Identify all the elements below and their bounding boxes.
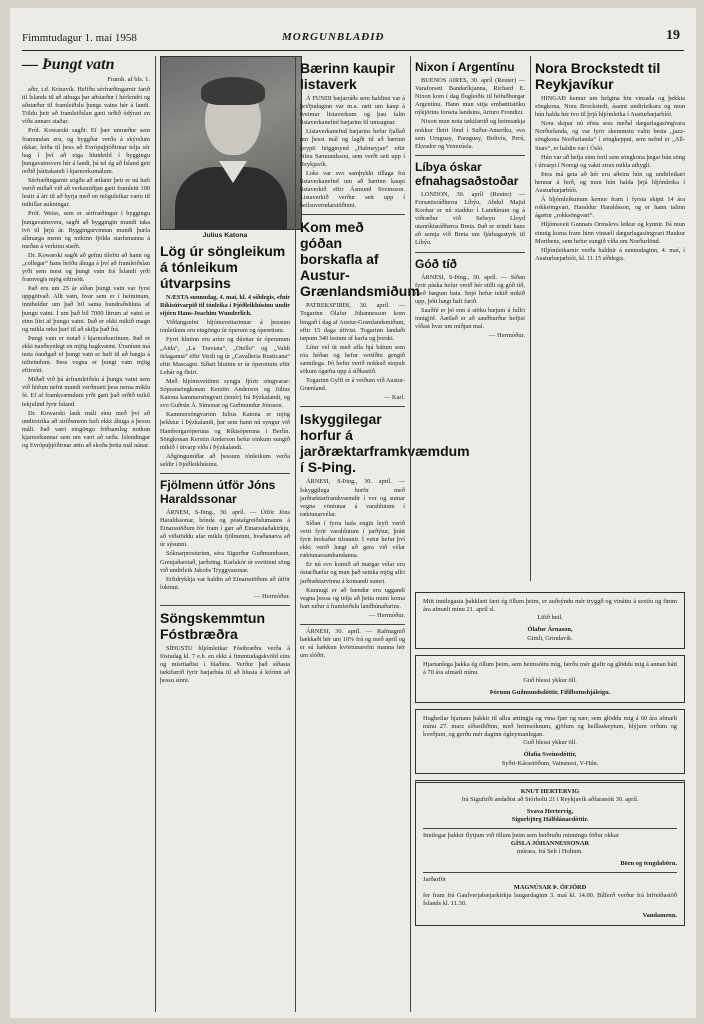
column-rule (410, 56, 411, 1012)
divider (300, 406, 405, 407)
paragraph: Það eru um 25 ár síðan þungt vatn var fyrst uppgötvað. Allt vatn, hvar sem er í heiminum, inniheldur um það bil sama hundraðshluta af þungu vatni. Í um það bil 7000 lítrum af vatni er einn lítri af þungu vatni. Það er ekki mikið magn og mikla orku þarf til að skilja það frá. (22, 285, 150, 333)
divider (160, 473, 290, 474)
paragraph: Hljómleikarnir verða haldnir á sunnudaginn, 4. maí, í Austurbæjarbíói, kl. 11.15 síðdegis. (535, 246, 685, 262)
notice-name: Þórunn Guðmundsdóttir, Fífilbotnshjáleigu. (489, 689, 611, 696)
paragraph: Síðan í fyrra hafa engin leyfi verið veitt fyrir varahlutum í jarðýtur, þrátt fyrir ítrekaðar tilraunir. Í vetur hefur því ekki verið hægt að gera við vélar ræktunarsambandanna. (300, 519, 405, 560)
paragraph: SÍÐUSTU hljómleikar Fóstbræðra verða á föstudag kl. 7 e.h. en ekki á fimmtudagskvöld eins og misritaðist í blaðinu. Verður það síðasta tækifærið fyrir bæjarbúa til að hlusta á kórinn að þessu sinni. (160, 645, 290, 685)
article-body-electricity (300, 628, 405, 660)
portrait-photo (160, 56, 302, 230)
notice-name: Sigurbjörg Hálfdánardóttir. (511, 816, 589, 823)
paragraph: Er nú svo komið að margar vélar eru óstarfhæfar og mun það seinka mjög allri jarðræktarvinnu á komandi sumri. (300, 561, 405, 585)
paragraph: aðir, t.d. Krísuvík. Helfðu sérfræðingarnir farið til Íslands til að athuga þar aðstæður í hérlendri og aðstæður til framleiðslu þungs vatns hér á landi. Töldu þeir að framleiðslan gæti orðið ódýrari en víða annars staðar. (22, 86, 150, 126)
paragraph: Loks var svo samþykkt tillaga frá listaverkanefnd um að bærinn kaupi listaverkið eftir Ásmund Sveinsson. Listaverkið verður sett upp í heilsuverndarstöðinni. (300, 169, 405, 210)
article-body-trawler (300, 302, 405, 402)
notice-text: Mitt innilegasta þakklæti færi ég öllum þeim, er auðsýndu mér tryggð og vináttu á sextíu og fimm ára afmæli mínu 21. apríl sl. (423, 598, 677, 613)
notices-area (415, 586, 685, 1012)
notice-name: Ólafía Sveinsdóttir, (523, 751, 577, 758)
newspaper-page (10, 8, 696, 1018)
paragraph: Fyrri hlutinn eru aríur og dúettar úr óperunum „Aida“, „La Traviata“, „Otello“ og „Valdi örlaganna“ eftir Verdi og úr „Cavalleria Rusticana“ eftir Mascagni. Síðari hlutinn er úr óperettum eftir Lehár og fleiri. (160, 336, 290, 376)
paragraph: PATREKSFIRÐI, 30. apríl. — Togarinn Ólafur Jóhannesson kom hingað í dag af Austur-Grænlandsmiðum, eftir 15 daga útivist. Togarinn landaði tæpum 340 lestum af karfa og þorski. (300, 302, 405, 342)
issue-date: Fimmtudagur 1. maí 1958 (22, 32, 137, 44)
notice-text: frá Sigufirði andaðist að Stórholti 21 í Reykjavík aðfaranótt 30. apríl. (461, 796, 639, 803)
thanks-notice-3 (415, 709, 685, 774)
photo-caption: Julius Katona (202, 232, 248, 239)
divider (160, 605, 290, 606)
paragraph: ÁRNESI, S-Þing., 30. apríl. — Útför Jóns Haraldssonar, bónda og póstafgreiðslumanns á Einarsstöðum fór fram í gær að Einarsstaðakirkju, að viðstöddu afar miklu fjölmenni, hvaðanæva að úr sýsunni. (160, 508, 290, 549)
lead-paragraph: NÆSTA sunnudag, 4. maí, kl. 4 síðdegis, efnir Ríkisútvarpið til tónleika í Þjóðleikhúsinu undir stjórn Hans-Joachim Wunderlich. (160, 294, 290, 318)
paragraph: Erfidrykkja var haldin að Einarsstöðum að útför lokinni. (160, 575, 290, 591)
thanks-notice-2 (415, 655, 685, 703)
notice-text: fer fram frá Gaulverjabæjarkirkju laugardaginn 3. maí kl. 14.00. Bílferð verður frá bifreiðastöð Íslands kl. 11.30. (423, 892, 677, 907)
paragraph: Miðað við þá árframleiðslu á þungu vatni sem við höfum nefnt mundi verðmæti þess nema miklu fé. Ef af framkvæmdum yrði gæti það orðið mikil tekjulind fyrir Ísland. (22, 376, 150, 408)
column-1 (22, 56, 150, 1012)
signature: — Hermóður. (253, 592, 290, 600)
paragraph: Sóknarpresturinn, séra Sigurður Guðmundsson, Grenjaðarstað, jarðsöng. Karlakór úr sveitinni söng við undirleik Jakobs Tryggvasonar. (160, 550, 290, 574)
notice-text: Innilegar þakkir flytjum við öllum þeim sem heiðruðu minningu föður okkar (423, 832, 619, 839)
page-number: 19 (666, 28, 680, 43)
divider (415, 252, 525, 253)
paragraph: Þungt vatn er notað í kjarnorkuofnum. Það er ekki nauðsynlegt en mjög hagkvæmt. Úraníum má nota óauðgað ef þungt vatn er haft til að hægja á nifteindum. Þess vegna er þungt vatn mjög eftirsótt. (22, 334, 150, 375)
article-body-nixon (415, 77, 525, 151)
headline-choir: Söngskemmtun Fóstbræðra (160, 610, 266, 642)
thanks-notice-1 (415, 592, 685, 649)
notice-name: Börn og tengdabörn. (620, 860, 677, 867)
paragraph: Kammersöngvarinn Julius Katona er mjög þekktur í Þýzkalandi, þar sem hann nú syngur við Hamborgaróperuna og Ríkisóperuna í Berlín. Söngkonan Kerstin Anderson hefur einkum sungið mikið í útvarp víða í Þýzkalandi. (160, 411, 290, 451)
paragraph: Dr. Kowarski lauk máli sínu með því að undirstrika að stríðsmenn hafi ekki áhuga á þessu máli. Það væri eingöngu friðsamleg notkun kjarnorkunnar sem um væri að ræða. Íslendingar og Evrópuþjóðirnar ættu að skoða þetta mál nánar. (22, 409, 150, 450)
notice-name: Vandamenn. (642, 912, 677, 919)
paragraph: Kunnugt er að bændur eru uggandi vegna þessa og telja að þetta muni koma hart niður á framleiðslu landbúnaðarins. (300, 586, 405, 610)
notice-name: Ólafur Árnason, (527, 626, 573, 633)
paragraph: LONDON, 30. apríl (Reuter) — Forsætisráðherra Líbýu, Abdul Majid Koobar er nú staddur í Lundúnum og á viðræður við Selwyn Lloyd utanríkisráðherra Breta. Það er erindi hans að semja við Breta um fjárhagsstyrk til Líbýu. (415, 190, 525, 247)
article-body-funeral (160, 509, 290, 601)
column-rule (295, 56, 296, 1012)
paragraph: Togarinn Gylfi er á veiðum við Austur-Grænland. (300, 377, 405, 393)
paragraph: Dr. Kowarski sagði að gefnu tilefni að hann og „collegar“ hans hefðu áhuga á því að framleiðslan yrði sem mest og þungt vatn frá Íslandi yrði framvegis mjög eftirsótt. (22, 251, 150, 284)
notice-name: Svava Hertervig, (526, 808, 574, 815)
paragraph: Viðfangsefni hljómsveitarinnar á þessum tónleikum eru eingöngu úr óperum og óperettum. (160, 319, 290, 335)
headline-funeral: Fjölmenn útför Jóns Haraldssonar (160, 477, 276, 506)
headline-libya: Líbya óskar efnahagsaðstoðar (415, 159, 519, 188)
paragraph: Nixon mun nota tækifærið og heimsækja nokkur fleiri lönd í Suður-Ameríku, svo sem Uruguay, Paraguay, Bolivíu, Perú, Ekvador og Venezúela. (415, 118, 525, 150)
notice-greeting: Guð blessi ykkur öll. (523, 677, 577, 684)
paragraph: Nora skipar nú efsta sess meðal dægurlagasöngvara Norðurlanda, og var fyrir skemmstu valin besta „jazz-söngkona Norðurlanda“ í söngkeppni, sem nefnd er „All-Stars“, er haldin var í Ósló. (535, 120, 685, 152)
masthead (22, 28, 684, 51)
deceased-name: GÍSLA JÓHANNESSONAR (510, 840, 590, 847)
notice-greeting: Lifið heil. (537, 614, 563, 621)
paragraph: ÁRNESI, S-Þing., 30. apríl. — Ískyggilega horfir með jarðræktarframkvæmdir í vor og sumar vegna vöntunar á varahlutum í ræktunarvélar. (300, 478, 405, 518)
notice-text: Hugheilar hjartans þakkir til allra ættingja og vina fjær og nær, sem glöddu mig á 60 ára afmæli mínu 27. marz síðastliðinn, með heimsóknum, gjöfum og heillaskeytum, hlýjum orðum og kveðjum, og gerðu mér daginn ógleymanlegan. (423, 715, 677, 738)
paragraph: BUENOS AIRES, 30. apríl (Reuter) — Varaforseti Bandaríkjanna, Richard E. Nixon kom í dag flugleiðis til höfuðborgar Argentínu. Hann mun sitja embættistöku nýkjörins forseta landsins, Arturo Frondizi. (415, 77, 525, 117)
newspaper-name: MORGUNBLAÐIÐ (282, 31, 385, 43)
column-5 (535, 56, 685, 581)
paragraph: Aðgöngumiðar að þessum tónleikum verða seldir í Þjóðleikhúsinu. (160, 452, 290, 468)
column-4 (415, 56, 525, 581)
headline-concert: Lög úr söngleikum á tónleikum útvarpsins (160, 243, 286, 291)
signature: — Karl. (383, 394, 405, 402)
divider (300, 624, 405, 625)
article-body-heavy-water (22, 86, 150, 450)
paragraph: Sérfræðingarnir sögðu að ætlanir þeir er nú hafi verið miðað við að verksmiðjan gæti framleitt 100 lestir á ári til að byrja með en möguleikar væru til mikillar aukningar. (22, 177, 150, 209)
paragraph: ÁRNESI, S-Þing., 30. apríl. — Síðan fyrir páska hefur verið hér stillt og góð tíð, með hægum bata. Snjó hefur tekið mikið upp, þótt hægt hafi farið. (415, 273, 525, 305)
signature: — Hermóður. (368, 611, 405, 619)
deceased-name: MAGNÚSAR Þ. ÖFJÖRÐ (513, 884, 587, 891)
paragraph: Á hljómleikunum kemur fram í fyrsta skipti 14 ára rokksöngvari, Haraldur Haraldsson, og er hann talinn ágætur „rokksöngvari“. (535, 196, 685, 220)
notice-place: múrara, frá Seli í Holtum. (516, 848, 584, 855)
article-body-weather (415, 274, 525, 341)
paragraph: Listaverkanefnd bæjarins hefur fjallað um þessi mál og lagði til að bærinn keypti höggmynd „Hafmeyjan“ eftir Nínu Sæmundsson, sem verði sett upp í Reykjavík. (300, 128, 405, 168)
paragraph: Próf. Kowarski sagði: Ef þær umræður sem framundan eru, og byggðar verða á skýrslum okkar, leiða til þess að Evrópuþjóðirnar telja sér hag í því að eiga hlutdeild í byggingu þungavatnsvers hér á landi, þá tel ég að Ísland geti orðið þátttakandi í kjarnorkumálum. (22, 127, 150, 175)
column-rule (530, 56, 531, 581)
column-rule (155, 56, 156, 1012)
column-2 (160, 56, 290, 1012)
headline-cultivation: Iskyggilegar horfur á jarðræktarframkvæmdum í S-Þing. (300, 411, 470, 476)
divider (300, 214, 405, 215)
paragraph: ÁRNESI, 30. apríl. — Rafmagnið hækkaði hér um 10% frá og með apríl og er sú hækkun kvörtunarefni manna hér um slóðir. (300, 628, 405, 660)
paragraph: Lítur vel út með afla hjá bátum sem róa héðan og hefur vertíðin gengið sæmilega. Þó hefur verið nokkuð stopult sökum ógæfta upp á síðkastið. (300, 343, 405, 376)
paragraph: HINGAÐ kemur um helgina hin vinsæla og þekkta söngkona, Nora Brockstedt, ásamt undirleikara og mun hún halda hér tvo til þrjá hljómleika í Austurbæjarbíói. (535, 95, 685, 119)
divider (415, 155, 525, 156)
paragraph: Sauðfé er þó enn á stöku bæjum á fullri innigjöf. Áætlað er að sauðburður hefjist víðast hvar um miðjan maí. (415, 306, 525, 331)
notice-place: Syðri-Kárastöðum, Vatnsnesi, V-Hún. (501, 760, 599, 767)
article-body-artwork (300, 95, 405, 210)
paragraph: Á FUNDI bæjarráðs sem haldinn var á þriðjudaginn var m.a. rætt um kaup á tveimur listaverkum og þau falin listaverkanefnd bæjarins til umsagnar. (300, 95, 405, 127)
paragraph: Hún var að hefja sinn feril sem söngkona þegar hún söng í útvarpi í Noregi og vakti strax mikla athygli. (535, 153, 685, 169)
death-notice (415, 780, 685, 926)
article-body-libya (415, 191, 525, 248)
deceased-name: KNUT HERTERVIG (520, 788, 580, 795)
headline-artwork: Bærinn kaupir listaverk (300, 60, 395, 92)
headline-trawler: Kom með góðan borskafla af Austur-Grænlandsmiðum (300, 219, 420, 300)
headline-weather: Góð tíð (415, 256, 457, 271)
continued-note: Framh. af bls. 1. (107, 76, 150, 83)
article-body-concert (160, 294, 290, 469)
notice-label: Jarðarför (423, 876, 447, 883)
article-body-nora (535, 95, 685, 263)
notice-greeting: Guð blessi ykkur öll. (523, 739, 577, 746)
signature: — Hermóður. (488, 332, 525, 340)
paragraph: Próf. Weiss, sem er sérfræðingur í byggingu þungavatnsvera, sagði að byggingin mundi taka tvö til þrjú ár. Byggingarvinnan mundi þurfa allmarga menn og mikinn fjölda starfsmanna á meðan á verkinu stæði. (22, 210, 150, 250)
paragraph: Með hljómsveitinni syngja fjórir söngvarar: Sópransöngkonan Kerstin Anderson og Julius Katona kammersöngvari (tenór) frá Þýzkalandi, og svo Guðrún Á. Símonar og Guðmundur Jónsson. (160, 377, 290, 410)
notice-place: Gimli, Grindavík. (527, 635, 573, 642)
article-body-cultivation (300, 478, 405, 620)
article-body-choir (160, 645, 290, 685)
headline-nixon: Nixon í Argentínu (415, 60, 515, 74)
notice-text: Hjartanlega þakka ég öllum þeim, sem heimsóttu mig, færðu mér gjafir og glöddu mig á annan hátt á 70 ára afmæli mínu. (423, 661, 677, 676)
paragraph: Hljómsveit Gunnars Ormslevs leikur og kynnir. Þá mun einnig koma fram hinn vinsæli dægurlagasöngvari Haukur Morthens, sem hefur sungið víða um Norðurlönd. (535, 221, 685, 245)
article-title-heavy-water: — Þungt vatn (22, 56, 115, 73)
paragraph: Þess má geta að hér eru aðeins hún og undirleikari hennar á ferð, og mun hún halda þrjá hljómleika í Austurbæjarbíói. (535, 170, 685, 195)
headline-nora: Nora Brockstedt til Reykjavíkur (535, 60, 661, 92)
